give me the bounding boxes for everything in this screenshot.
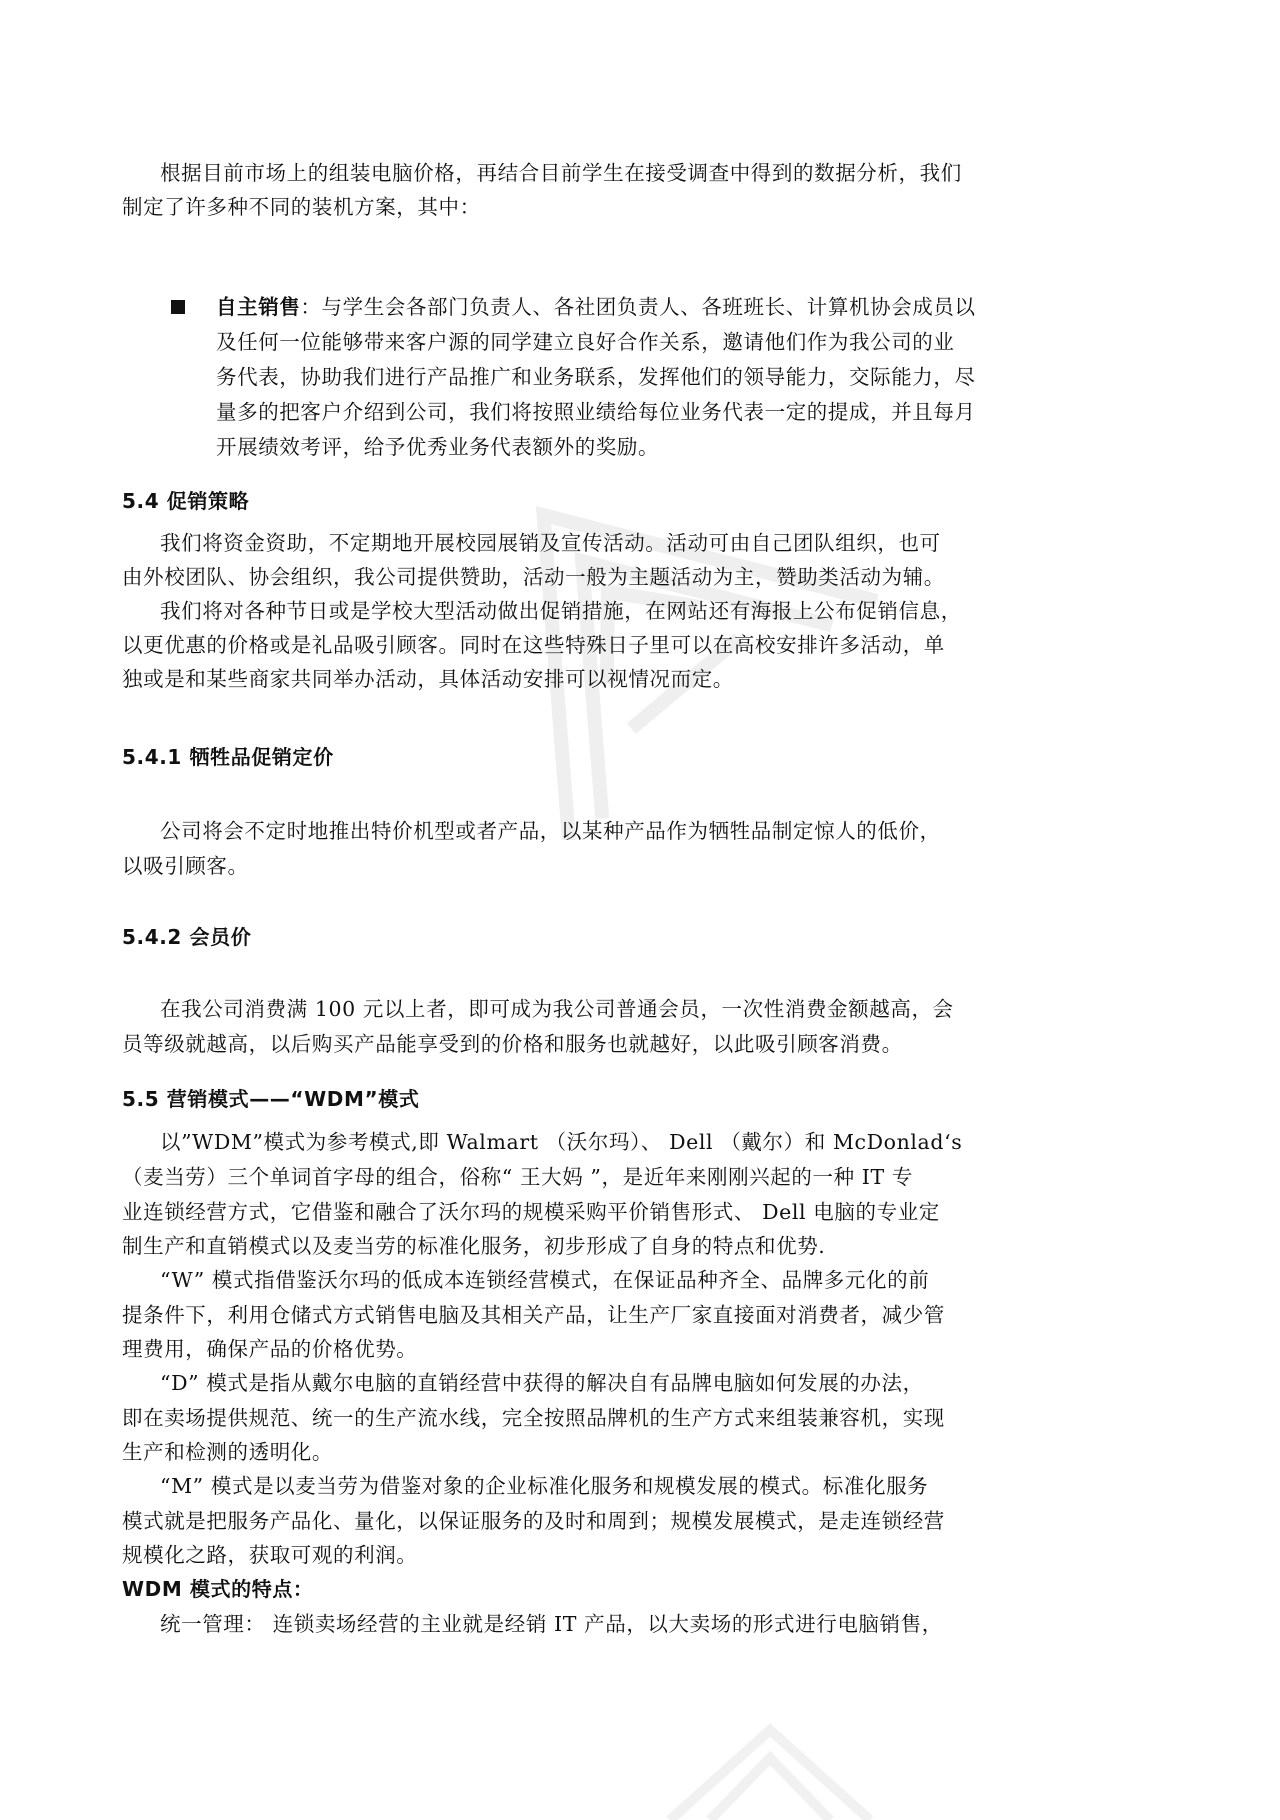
section-5-4-line-4: 以更优惠的价格或是礼品吸引顾客。同时在这些特殊日子里可以在高校安排许多活动，单 bbox=[122, 633, 945, 657]
section-5-5-line-12: 模式就是把服务产品化、量化，以保证服务的及时和周到；规模发展模式，是走连锁经营 bbox=[122, 1509, 945, 1533]
section-5-4-2-line-1: 在我公司消费满 100 元以上者，即可成为我公司普通会员，一次性消费金额越高，会 bbox=[160, 997, 954, 1021]
section-5-4-2-title: 5.4.2 会员价 bbox=[122, 925, 252, 949]
section-5-5-line-5: “W” 模式指借鉴沃尔玛的低成本连锁经营模式，在保证品种齐全、品牌多元化的前 bbox=[160, 1268, 930, 1292]
watermark-logo-icon bbox=[640, 1720, 900, 1820]
section-5-5-line-7: 理费用，确保产品的价格优势。 bbox=[122, 1337, 418, 1361]
bullet-line-3: 务代表，协助我们进行产品推广和业务联系，发挥他们的领导能力，交际能力，尽 bbox=[216, 365, 976, 389]
section-5-5-line-9: 即在卖场提供规范、统一的生产流水线，完全按照品牌机的生产方式来组装兼容机，实现 bbox=[122, 1406, 945, 1430]
section-5-4-1-line-1: 公司将会不定时地推出特价机型或者产品，以某种产品作为牺牲品制定惊人的低价， bbox=[160, 819, 941, 843]
section-5-5-line-3: 业连锁经营方式，它借鉴和融合了沃尔玛的规模采购平价销售形式、 Dell 电脑的专业定 bbox=[122, 1200, 940, 1224]
section-5-5-line-4: 制生产和直销模式以及麦当劳的标准化服务，初步形成了自身的特点和优势. bbox=[122, 1234, 826, 1258]
section-5-4-title: 5.4 促销策略 bbox=[122, 489, 250, 513]
wdm-features-line-1: 统一管理： 连锁卖场经营的主业就是经销 IT 产品，以大卖场的形式进行电脑销售， bbox=[160, 1612, 943, 1636]
section-5-4-line-2: 由外校团队、协会组织，我公司提供赞助，活动一般为主题活动为主，赞助类活动为辅。 bbox=[122, 565, 945, 589]
bullet-line-4: 量多的把客户介绍到公司，我们将按照业绩给每位业务代表一定的提成，并且每月 bbox=[216, 400, 976, 424]
intro-line-1: 根据目前市场上的组装电脑价格，再结合目前学生在接受调查中得到的数据分析，我们 bbox=[160, 161, 962, 185]
section-5-5-line-13: 规模化之路，获取可观的利润。 bbox=[122, 1543, 418, 1567]
section-5-5-line-11: “M” 模式是以麦当劳为借鉴对象的企业标准化服务和规模发展的模式。标准化服务 bbox=[160, 1474, 929, 1498]
section-5-5-line-6: 提条件下，利用仓储式方式销售电脑及其相关产品，让生产厂家直接面对消费者，减少管 bbox=[122, 1303, 945, 1327]
section-5-5-line-8: “D” 模式是指从戴尔电脑的直销经营中获得的解决自有品牌电脑如何发展的办法， bbox=[160, 1371, 924, 1395]
bullet-square-icon bbox=[171, 300, 185, 314]
section-5-4-line-5: 独或是和某些商家共同举办活动，具体活动安排可以视情况而定。 bbox=[122, 667, 734, 691]
section-5-4-1-line-2: 以吸引顾客。 bbox=[122, 854, 249, 878]
wdm-features-title: WDM 模式的特点： bbox=[122, 1577, 314, 1601]
bullet-label: 自主销售 bbox=[216, 295, 301, 319]
intro-line-2: 制定了许多种不同的装机方案，其中： bbox=[122, 195, 481, 219]
bullet-line-5: 开展绩效考评，给予优秀业务代表额外的奖励。 bbox=[216, 435, 660, 459]
bullet-line-1 bbox=[216, 292, 976, 322]
section-5-5-line-2: （麦当劳）三个单词首字母的组合，俗称“ 王大妈 ”，是近年来刚刚兴起的一种 IT 专 bbox=[122, 1165, 913, 1189]
bullet-text: ：与学生会各部门负责人、各社团负责人、各班班长、计算机协会成员以 bbox=[300, 295, 976, 319]
section-5-5-title: 5.5 营销模式——“WDM”模式 bbox=[122, 1087, 420, 1111]
section-5-4-line-3: 我们将对各种节日或是学校大型活动做出促销措施，在网站还有海报上公布促销信息， bbox=[160, 599, 962, 623]
section-5-5-line-10: 生产和检测的透明化。 bbox=[122, 1440, 333, 1464]
section-5-4-2-line-2: 员等级就越高，以后购买产品能享受到的价格和服务也就越好，以此吸引顾客消费。 bbox=[122, 1032, 903, 1056]
bullet-line-2: 及任何一位能够带来客户源的同学建立良好合作关系，邀请他们作为我公司的业 bbox=[216, 330, 955, 354]
section-5-5-line-1: 以”WDM”模式为参考模式,即 Walmart （沃尔玛）、 Dell （戴尔）和 McDonlad‘s bbox=[160, 1130, 963, 1154]
section-5-4-line-1: 我们将资金资助，不定期地开展校园展销及宣传活动。活动可由自己团队组织，也可 bbox=[160, 531, 941, 555]
section-5-4-1-title: 5.4.1 牺牲品促销定价 bbox=[122, 745, 334, 769]
